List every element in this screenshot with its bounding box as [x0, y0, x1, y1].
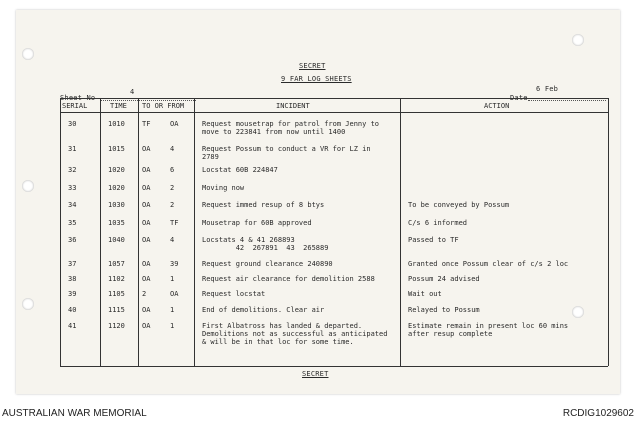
to-cell: OA: [142, 236, 151, 244]
time-cell: 1020: [108, 184, 125, 192]
to-cell: TF: [142, 120, 151, 128]
time-cell: 1102: [108, 275, 125, 283]
to-cell: OA: [142, 166, 151, 174]
to-cell: OA: [142, 201, 151, 209]
incident-cell: Mousetrap for 60B approved: [202, 219, 312, 227]
date-value: 6 Feb: [536, 85, 559, 93]
from-cell: 1: [170, 306, 175, 314]
from-cell: 1: [170, 275, 175, 283]
incident-cell: Moving now: [202, 184, 245, 192]
action-cell: Estimate remain in present loc 60 mins after resup complete: [408, 322, 569, 338]
header-serial: SERIAL: [62, 102, 88, 110]
to-cell: OA: [142, 145, 151, 153]
header-action: ACTION: [484, 102, 510, 110]
time-cell: 1015: [108, 145, 125, 153]
page-title: 9 FAR LOG SHEETS: [281, 75, 352, 83]
from-cell: 6: [170, 166, 175, 174]
classification-top: SECRET: [299, 62, 326, 70]
serial-cell: 33: [68, 184, 77, 192]
to-cell: OA: [142, 275, 151, 283]
punch-hole: [22, 180, 34, 192]
incident-cell: Request air clearance for demolition 2588: [202, 275, 375, 283]
serial-cell: 41: [68, 322, 77, 330]
col-rule: [60, 98, 61, 366]
date-label: Date: [510, 94, 528, 102]
punch-hole: [22, 298, 34, 310]
action-cell: To be conveyed by Possum: [408, 201, 510, 209]
time-cell: 1020: [108, 166, 125, 174]
incident-cell: Request locstat: [202, 290, 266, 298]
action-cell: Possum 24 advised: [408, 275, 480, 283]
action-cell: C/s 6 informed: [408, 219, 468, 227]
to-cell: OA: [142, 219, 151, 227]
punch-hole: [572, 34, 584, 46]
date-line: [528, 100, 606, 101]
to-cell: OA: [142, 322, 151, 330]
from-cell: 2: [170, 201, 175, 209]
incident-cell: Locstats 4 & 41 268893 42 267891 43 265889: [202, 236, 329, 252]
time-cell: 1115: [108, 306, 125, 314]
time-cell: 1105: [108, 290, 125, 298]
col-rule: [138, 98, 139, 366]
time-cell: 1040: [108, 236, 125, 244]
time-cell: 1057: [108, 260, 125, 268]
action-cell: Relayed to Possum: [408, 306, 480, 314]
col-rule: [608, 98, 609, 366]
serial-cell: 35: [68, 219, 77, 227]
sheet-no-value: 4: [130, 88, 135, 96]
action-cell: Wait out: [408, 290, 442, 298]
col-rule: [100, 98, 101, 366]
from-cell: 2: [170, 184, 175, 192]
time-cell: 1030: [108, 201, 125, 209]
header-to-or-from: TO OR FROM: [142, 102, 185, 110]
serial-cell: 34: [68, 201, 77, 209]
from-cell: 1: [170, 322, 175, 330]
incident-cell: End of demolitions. Clear air: [202, 306, 325, 314]
header-incident: INCIDENT: [276, 102, 310, 110]
footer-right: RCDIG1029602: [562, 408, 634, 419]
punch-hole: [22, 48, 34, 60]
log-sheet-page: [16, 10, 620, 394]
to-cell: 2: [142, 290, 147, 298]
incident-cell: First Albatross has landed & departed. Demolitions not as successful as anticipated & will be in that loc for some time.: [202, 322, 388, 346]
col-rule: [194, 98, 195, 366]
from-cell: TF: [170, 219, 179, 227]
table-bottom-rule: [60, 366, 608, 367]
serial-cell: 38: [68, 275, 77, 283]
time-cell: 1120: [108, 322, 125, 330]
to-cell: OA: [142, 184, 151, 192]
serial-cell: 31: [68, 145, 77, 153]
incident-cell: Request immed resup of 8 btys: [202, 201, 325, 209]
serial-cell: 30: [68, 120, 77, 128]
table-header-rule: [60, 112, 608, 113]
incident-cell: Request ground clearance 240890: [202, 260, 333, 268]
punch-hole: [572, 306, 584, 318]
time-cell: 1010: [108, 120, 125, 128]
from-cell: OA: [170, 120, 179, 128]
header-time: TIME: [110, 102, 127, 110]
action-cell: Granted once Possum clear of c/s 2 loc: [408, 260, 569, 268]
incident-cell: Locstat 60B 224847: [202, 166, 278, 174]
incident-cell: Request mousetrap for patrol from Jenny to move to 223841 from now until 1400: [202, 120, 380, 136]
serial-cell: 36: [68, 236, 77, 244]
from-cell: 39: [170, 260, 179, 268]
time-cell: 1035: [108, 219, 125, 227]
incident-cell: Request Possum to conduct a VR for LZ in 2789: [202, 145, 371, 161]
to-cell: OA: [142, 260, 151, 268]
serial-cell: 32: [68, 166, 77, 174]
to-cell: OA: [142, 306, 151, 314]
from-cell: OA: [170, 290, 179, 298]
from-cell: 4: [170, 145, 175, 153]
sheet-no-label: Sheet No: [60, 94, 96, 102]
action-cell: Passed to TF: [408, 236, 459, 244]
serial-cell: 40: [68, 306, 77, 314]
footer-left: AUSTRALIAN WAR MEMORIAL: [2, 408, 147, 419]
table-top-rule: [60, 98, 608, 99]
serial-cell: 37: [68, 260, 77, 268]
serial-cell: 39: [68, 290, 77, 298]
col-rule: [400, 98, 401, 366]
sheet-no-line: [100, 100, 196, 101]
from-cell: 4: [170, 236, 175, 244]
classification-bottom: SECRET: [302, 370, 329, 378]
